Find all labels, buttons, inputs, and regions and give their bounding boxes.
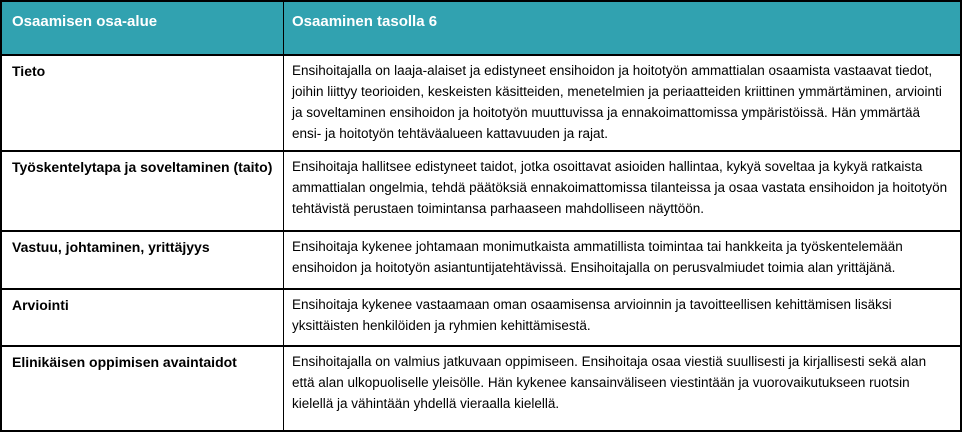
description-text: Ensihoitaja kykenee vastaamaan oman osaamisensa arvioinnin ja tavoitteellisen kehittämisen lisäksi yksittäisten henkilöiden ja ryhmien kehittämisestä. bbox=[292, 297, 892, 333]
table-row bbox=[2, 54, 960, 150]
row-description-cell bbox=[284, 232, 960, 288]
row-area-cell bbox=[2, 152, 284, 230]
row-description-cell bbox=[284, 56, 960, 150]
area-label: Työskentelytapa ja soveltaminen (taito) bbox=[12, 159, 273, 175]
description-text: Ensihoitaja hallitsee edistyneet taidot, jotka osoittavat asioiden hallintaa, kykyä soveltaa ja kykyä ratkaista ammattialan ongelmia, tehdä päätöksiä ennakoimattomissa tilanteissa ja osaa vastata ensihoidon ja hoitotyön tehtävistä perustaen toimintansa parhaaseen mahdolliseen näyttöön. bbox=[292, 159, 948, 216]
table-row bbox=[2, 150, 960, 230]
row-area-cell bbox=[2, 347, 284, 430]
column-header-area-label: Osaamisen osa-alue bbox=[12, 13, 158, 30]
description-text: Ensihoitajalla on laaja-alaiset ja edistyneet ensihoidon ja hoitotyön ammattialan osaamista vastaavat tiedot, joihin liittyy teorioiden, keskeisten käsitteiden, menetelmien ja periaatteiden kriittinen ymmärtäminen, arviointi ja soveltaminen ensihoidon ja hoitotyön muuttuvissa ja ennakoimattomissa ympäristöissä. Hän ymmärtää ensi- ja hoitotyön tehtäväalueen kattavuuden ja rajat. bbox=[292, 63, 942, 141]
row-description-cell bbox=[284, 290, 960, 345]
header-cell-area bbox=[2, 2, 284, 54]
row-area-cell bbox=[2, 290, 284, 345]
table-header-row bbox=[2, 2, 960, 54]
area-label: Elinikäisen oppimisen avaintaidot bbox=[12, 354, 237, 370]
description-text: Ensihoitaja kykenee johtamaan monimutkaista ammatillista toimintaa tai hankkeita ja työskentelemään ensihoidon ja hoitotyön asiantuntijatehtävissä. Ensihoitajalla on perusvalmiudet toimia alan yrittäjänä. bbox=[292, 239, 903, 275]
description-text: Ensihoitajalla on valmius jatkuvaan oppimiseen. Ensihoitaja osaa viestiä suullisesti ja kirjallisesti sekä alan että alan ulkopuoliselle yleisölle. Hän kykenee kansainväliseen viestintään ja vuorovaikutukseen ruotsin kielellä ja vähintään yhdellä vieraalla kielellä. bbox=[292, 354, 927, 411]
table-row bbox=[2, 288, 960, 345]
header-cell-level bbox=[284, 2, 960, 54]
table-row bbox=[2, 230, 960, 288]
table-row bbox=[2, 345, 960, 430]
row-area-cell bbox=[2, 56, 284, 150]
row-description-cell bbox=[284, 152, 960, 230]
row-description-cell bbox=[284, 347, 960, 430]
area-label: Vastuu, johtaminen, yrittäjyys bbox=[12, 239, 210, 255]
column-header-level-label: Osaaminen tasolla 6 bbox=[292, 13, 438, 30]
area-label: Arviointi bbox=[12, 297, 69, 313]
row-area-cell bbox=[2, 232, 284, 288]
area-label: Tieto bbox=[12, 63, 46, 79]
